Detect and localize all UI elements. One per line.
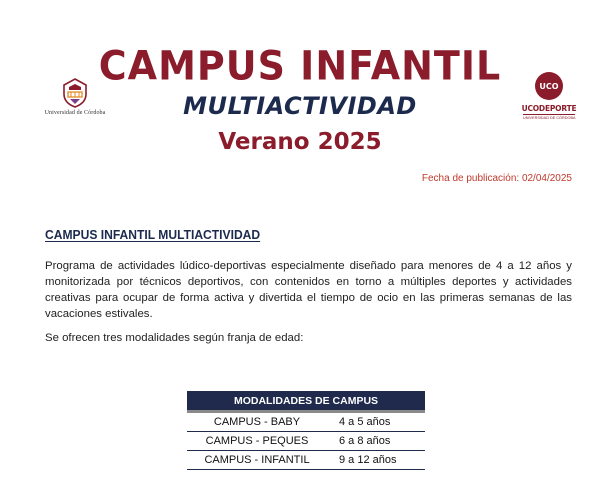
ucodeporte-logo	[517, 72, 581, 120]
table-row	[187, 412, 425, 432]
table-row	[187, 451, 425, 470]
page-subtitle: MULTIACTIVIDAD	[183, 92, 417, 120]
section-heading: CAMPUS INFANTIL MULTIACTIVIDAD	[45, 227, 261, 242]
modalities-table	[187, 391, 425, 470]
ucodeporte-tagline: UNIVERSIDAD DE CÓRDOBA	[523, 116, 576, 120]
table-row	[187, 432, 425, 451]
ucodeporte-name: UCODEPORTE	[521, 104, 577, 113]
modality-ages: 9 a 12 años	[327, 451, 425, 470]
modality-name: CAMPUS - PEQUES	[187, 432, 327, 451]
uco-badge-icon: UCO	[535, 72, 563, 100]
modalities-intro: Se ofrecen tres modalidades según franja de edad:	[45, 332, 304, 344]
intro-paragraph: Programa de actividades lúdico-deportivas especialmente diseñado para menores de 4 a 12 años y monitorizada por técnicos deportivos, con contenidos en torno a múltiples deportes y actividades creativas para ocupar de forma activa y divertida el tiempo de ocio en las primeras semanas de las vacaciones estivales.	[45, 260, 572, 320]
university-logo-caption: Universidad de Córdoba	[44, 110, 106, 116]
table-header-row	[187, 391, 425, 412]
table-header: MODALIDADES DE CAMPUS	[187, 391, 425, 412]
modality-ages: 4 a 5 años	[327, 412, 425, 432]
modality-name: CAMPUS - INFANTIL	[187, 451, 327, 470]
publication-date: Fecha de publicación: 02/04/2025	[421, 173, 572, 184]
edition-year: Verano 2025	[218, 129, 382, 155]
page-title: CAMPUS INFANTIL	[98, 42, 502, 90]
modality-ages: 6 a 8 años	[327, 432, 425, 451]
modality-name: CAMPUS - BABY	[187, 412, 327, 432]
